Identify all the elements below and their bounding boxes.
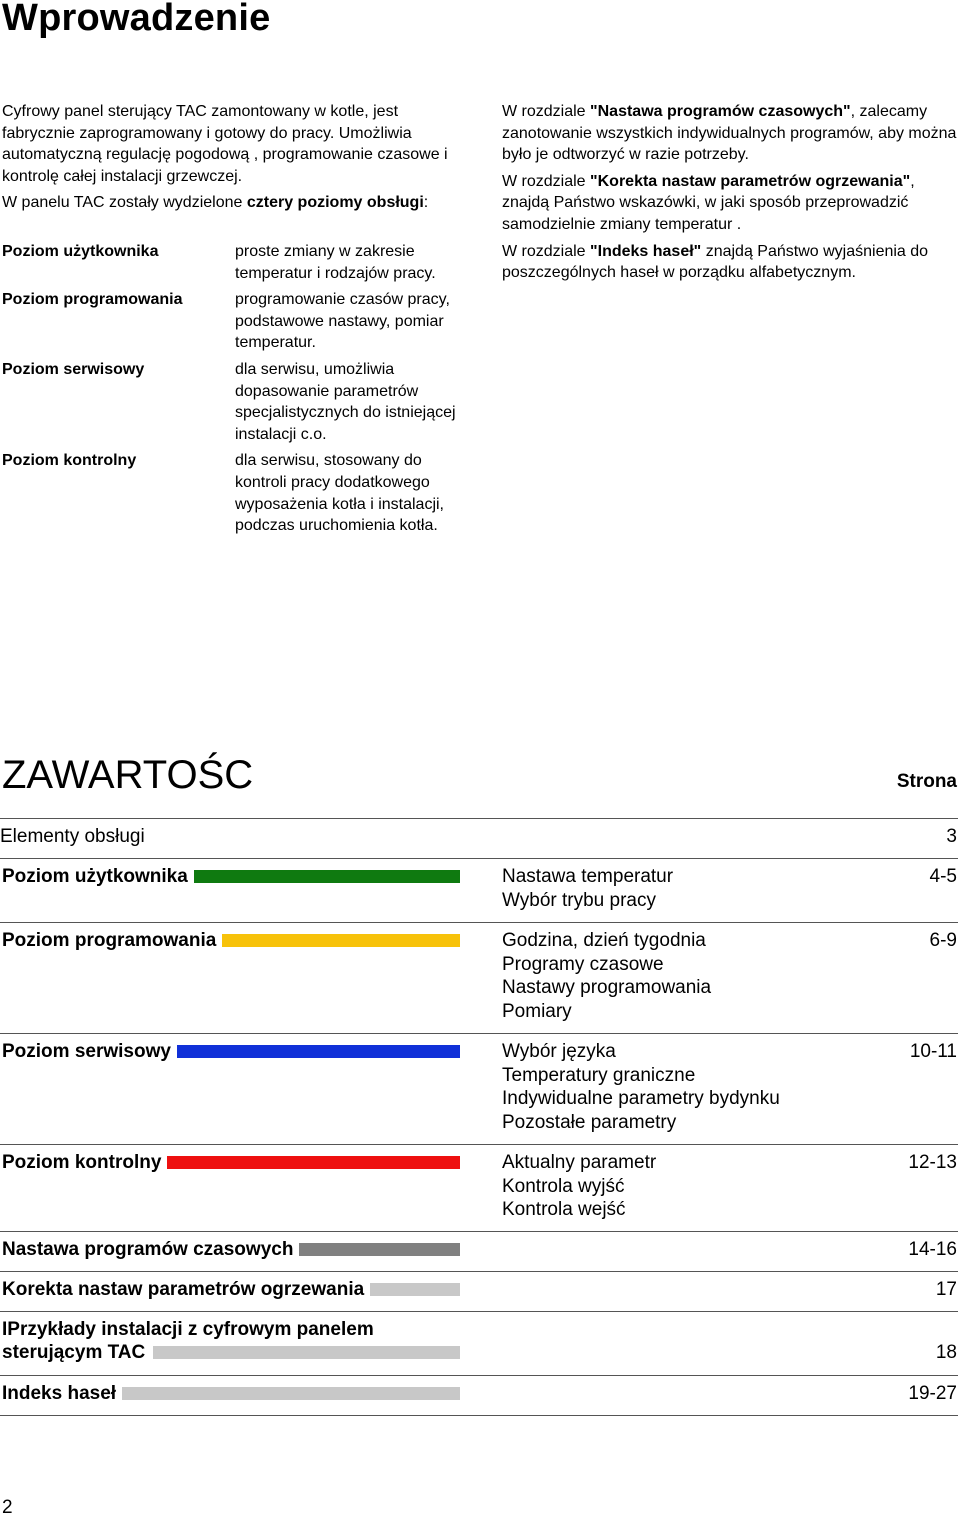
level-name: Poziom serwisowy [2, 360, 145, 378]
toc-page: 4-5 [929, 866, 957, 887]
toc-subitem: Programy czasowe [502, 953, 664, 975]
toc-row[interactable] [0, 818, 958, 858]
toc-subitem: Indywidualne parametry bydynku [502, 1088, 780, 1109]
level-desc: programowanie czasów pracy, podstawowe nastawy, pomiar temperatur. [235, 291, 450, 352]
toc-page: 14-16 [908, 1239, 957, 1260]
level-desc: dla serwisu, stosowany do kontroli pracy dodatkowego wyposażenia kotła i instalacji, podczas uruchomienia kotła. [235, 452, 444, 535]
toc-subitem: Pomiary [502, 1000, 572, 1022]
toc-subitems [502, 1040, 842, 1134]
chapter-note: W rozdziale "Nastawa programów czasowych", zalecamy zanotowanie wszystkich indywidualnych programów, aby można było je odtworzyć w razie potrzeby. [502, 103, 957, 164]
toc-entry-label: Nastawa programów czasowych [2, 1239, 294, 1260]
toc-row[interactable] [0, 922, 958, 1033]
toc-subitem: Nastawy programowania [502, 977, 712, 998]
level-color-bar [194, 870, 460, 883]
page-number: 2 [2, 1497, 13, 1518]
toc-subitems [502, 1151, 842, 1222]
toc-page: 19-27 [908, 1383, 957, 1404]
level-name: Poziom użytkownika [2, 243, 159, 260]
toc-row[interactable] [0, 1271, 958, 1311]
section-color-bar [299, 1243, 460, 1256]
toc-entry-label: IPrzykłady instalacji z cyfrowym panelem [2, 1319, 374, 1340]
toc-row[interactable] [0, 1144, 958, 1231]
toc-row[interactable] [0, 1231, 958, 1271]
intro-levels-sentence: W panelu TAC zostały wydzielone cztery poziomy obsługi: [2, 194, 429, 212]
section-color-bar [153, 1346, 460, 1359]
level-desc: dla serwisu, umożliwia dopasowanie parametrów specjalistycznych do istniejącej instalacji c.o. [235, 360, 456, 443]
toc-entry-label: Poziom programowania [2, 930, 217, 951]
chapter-note: W rozdziale "Indeks haseł" znajdą Państwo wyjaśnienia do poszczególnych haseł w porządku alfabetycznym. [502, 242, 929, 282]
toc-page: 3 [946, 826, 957, 847]
toc-entry-label: Poziom użytkownika [2, 866, 188, 887]
section-color-bar [122, 1387, 460, 1400]
level-color-bar [177, 1045, 460, 1058]
level-name: Poziom programowania [2, 291, 183, 309]
table-of-contents [0, 818, 958, 1416]
toc-row[interactable] [0, 1033, 958, 1144]
toc-subitem: Wybór języka [502, 1041, 616, 1062]
toc-page: 18 [935, 1342, 957, 1363]
level-name: Poziom kontrolny [2, 452, 137, 470]
toc-page: 17 [935, 1279, 957, 1300]
toc-row[interactable] [0, 858, 958, 922]
toc-entry-label: Korekta nastaw parametrów ogrzewania [2, 1279, 365, 1300]
toc-subitem: Kontrola wyjść [502, 1175, 625, 1197]
toc-entry-label: Indeks haseł [2, 1383, 117, 1404]
toc-page: 12-13 [908, 1152, 957, 1173]
levels-list [2, 241, 482, 542]
toc-page: 6-9 [929, 930, 957, 951]
level-color-bar [167, 1156, 460, 1169]
toc-entry-label: Elementy obsługi [0, 826, 145, 847]
level-row [2, 289, 482, 354]
level-row [2, 359, 482, 445]
toc-page-header: Strona [896, 771, 957, 792]
chapter-note: W rozdziale "Korekta nastaw parametrów ogrzewania", znajdą Państwo wskazówki, w jaki sposób przeprowadzić samodzielnie zmiany temperatur . [502, 172, 915, 233]
intro-section [2, 101, 472, 214]
toc-row[interactable] [0, 1375, 958, 1416]
level-row [2, 450, 482, 536]
toc-subitem: Kontrola wejść [502, 1199, 626, 1220]
toc-subitem: Pozostałe parametry [502, 1111, 677, 1133]
toc-subitem: Temperatury graniczne [502, 1064, 696, 1086]
section-color-bar [370, 1283, 460, 1296]
level-row [2, 241, 482, 284]
toc-subitems [502, 865, 842, 912]
toc-subitem: Godzina, dzień tygodnia [502, 930, 706, 951]
toc-subitems [502, 929, 842, 1023]
toc-title: ZAWARTOŚC [2, 753, 254, 797]
level-desc: proste zmiany w zakresie temperatur i rodzajów pracy. [235, 243, 436, 282]
toc-page: 10-11 [909, 1041, 957, 1062]
toc-entry-label: Poziom kontrolny [2, 1152, 162, 1173]
page-title: Wprowadzenie [2, 0, 271, 39]
level-color-bar [222, 934, 460, 947]
toc-entry-label: Poziom serwisowy [2, 1041, 171, 1062]
toc-row[interactable] [0, 1311, 958, 1375]
chapter-notes [502, 101, 958, 289]
toc-subitem: Wybór trybu pracy [502, 889, 656, 911]
toc-entry-label: sterującym TAC [2, 1342, 146, 1363]
intro-paragraph: Cyfrowy panel sterujący TAC zamontowany w kotle, jest fabrycznie zaprogramowany i gotowy do pracy. Umożliwia automatyczną regulację pogodową , programowanie czasowe i kontrolę całej instalacji grzewczej. [2, 103, 448, 185]
toc-subitem: Aktualny parametr [502, 1152, 657, 1173]
toc-subitem: Nastawa temperatur [502, 866, 674, 887]
